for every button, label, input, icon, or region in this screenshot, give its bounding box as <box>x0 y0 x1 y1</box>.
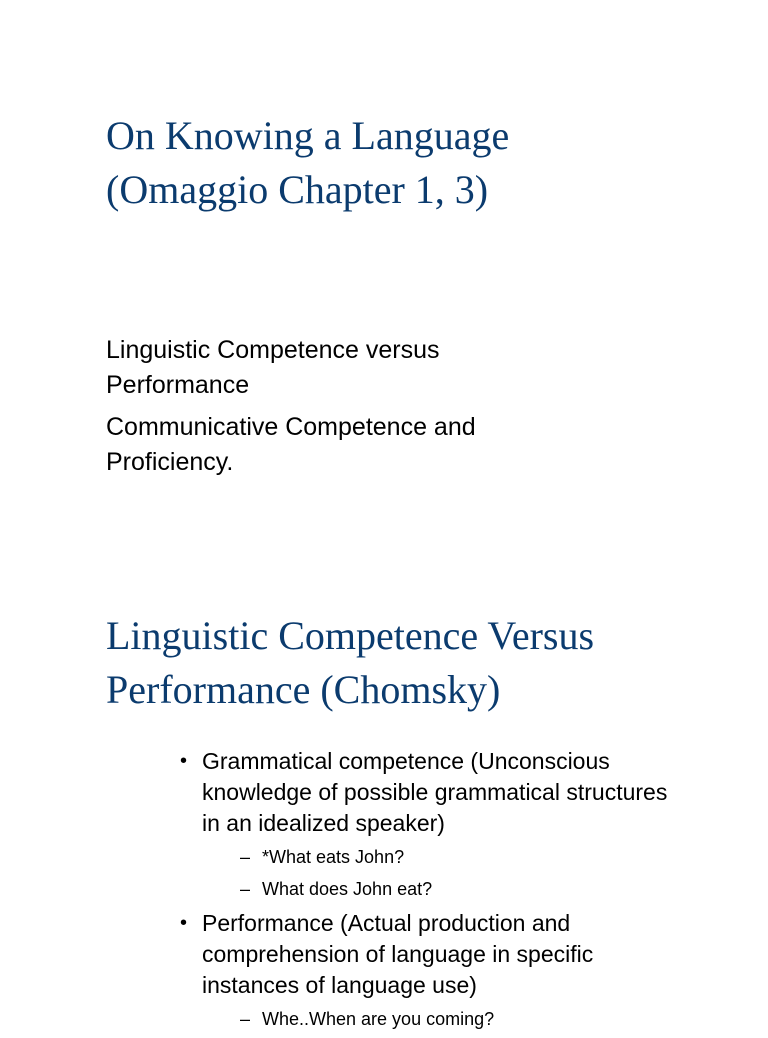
sub-bullet-item <box>240 844 750 871</box>
title-line: (Omaggio Chapter 1, 3) <box>106 167 489 212</box>
sub-bullet-text: Whe..When are you coming? <box>262 1009 495 1029</box>
title-line: On Knowing a Language <box>106 113 510 158</box>
dash-marker: – <box>240 847 251 867</box>
sub-bullet-list <box>240 844 750 903</box>
bullet-line: Grammatical competence (Unconscious <box>202 748 610 774</box>
bullet-text <box>202 746 750 839</box>
slide-1-subtitle-list <box>106 333 476 487</box>
title-line: Performance (Chomsky) <box>106 667 501 712</box>
slide-2-bullet-list <box>180 746 750 1038</box>
bullet-line: comprehension of language in specific <box>202 941 594 967</box>
subtitle-line: Communicative Competence and <box>106 413 476 441</box>
bullet-line: instances of language use) <box>202 972 477 998</box>
subtitle-item <box>106 410 476 480</box>
subtitle-line: Performance <box>106 371 250 399</box>
sub-bullet-item <box>240 876 750 903</box>
slide-1-title <box>106 109 509 217</box>
sub-bullet-text: *What eats John? <box>262 847 405 867</box>
bullet-item <box>180 908 750 1033</box>
sub-bullet-list <box>240 1006 750 1033</box>
bullet-line: Performance (Actual production and <box>202 910 571 936</box>
bullet-item <box>180 746 750 903</box>
title-line: Linguistic Competence Versus <box>106 613 595 658</box>
subtitle-line: Linguistic Competence versus <box>106 336 440 364</box>
dash-marker: – <box>240 879 251 899</box>
bullet-text <box>202 908 750 1001</box>
subtitle-item <box>106 333 476 403</box>
dash-marker: – <box>240 1009 251 1029</box>
bullet-marker: • <box>180 750 188 772</box>
sub-bullet-text: What does John eat? <box>262 879 433 899</box>
slide-2-title <box>106 609 594 717</box>
bullet-line: in an idealized speaker) <box>202 810 445 836</box>
subtitle-line: Proficiency. <box>106 448 234 476</box>
bullet-line: knowledge of possible grammatical structures <box>202 779 668 805</box>
sub-bullet-item <box>240 1006 750 1033</box>
bullet-marker: • <box>180 912 188 934</box>
